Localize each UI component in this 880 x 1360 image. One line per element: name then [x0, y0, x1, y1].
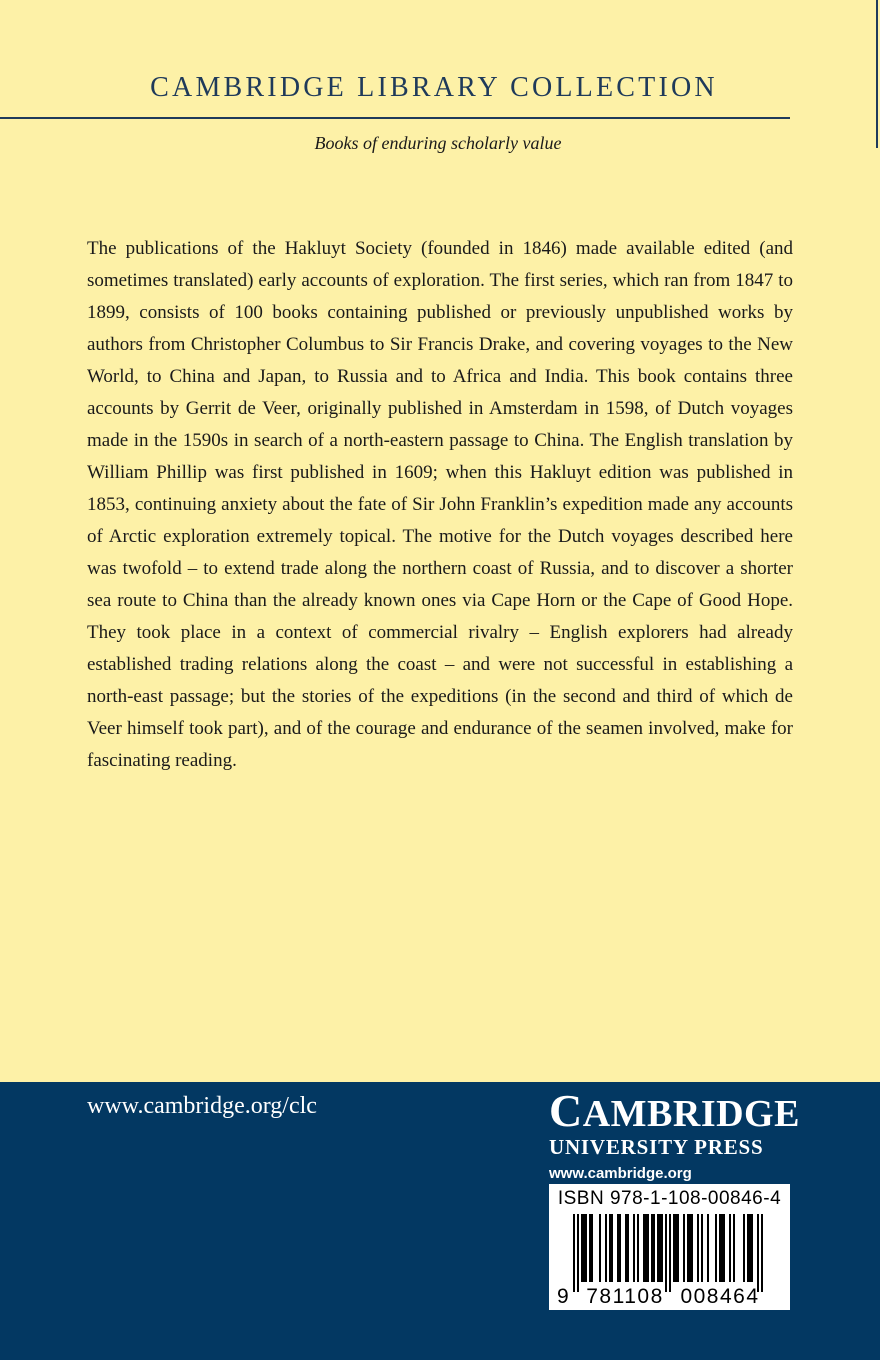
barcode-bar	[733, 1214, 735, 1282]
barcode-bar	[761, 1214, 763, 1292]
barcode	[555, 1214, 785, 1306]
barcode-bar	[645, 1214, 647, 1282]
barcode-bar	[653, 1214, 655, 1282]
barcode-bar	[675, 1214, 677, 1282]
barcode-bar	[581, 1214, 583, 1282]
barcode-bar	[747, 1214, 749, 1282]
barcode-bar	[687, 1214, 689, 1282]
barcode-bar	[627, 1214, 629, 1282]
barcode-bar	[689, 1214, 691, 1282]
barcode-bar	[625, 1214, 627, 1282]
barcode-bar	[659, 1214, 661, 1282]
barcode-bar	[691, 1214, 693, 1282]
barcode-bar	[719, 1214, 721, 1282]
barcode-bar	[723, 1214, 725, 1282]
barcode-bar	[585, 1214, 587, 1282]
barcode-bar	[617, 1214, 619, 1282]
barcode-bar	[647, 1214, 649, 1282]
publisher-name	[549, 1085, 800, 1136]
barcode-bar	[661, 1214, 663, 1282]
barcode-bar	[577, 1214, 579, 1292]
barcode-bar	[633, 1214, 635, 1282]
publisher-url-link[interactable]: www.cambridge.org	[549, 1165, 692, 1182]
book-description: The publications of the Hakluyt Society (founded in 1846) made available edited (and sometimes translated) early accounts of exploration. The first series, which ran from 1847 to 1899, consists of 100 books containing published or previously unpublished works by authors from Christopher Columbus to Sir Francis Drake, and covering voyages to the New World, to China and Japan, to Russia and to Africa and India. This book contains three accounts by Gerrit de Veer, originally published in Amsterdam in 1598, of Dutch voyages made in the 1590s in search of a north-eastern passage to China. The English translation by William Phillip was first published in 1609; when this Hakluyt edition was published in 1853, continuing anxiety about the fate of Sir John Franklin’s expedition made any accounts of Arctic exploration extremely topical. The motive for the Dutch voyages described here was twofold – to extend trade along the northern coast of Russia, and to discover a shorter sea route to China than the already known ones via Cape Horn or the Cape of Good Hope. They took place in a context of commercial rivalry – English explorers had already established trading relations along the coast – and were not successful in establishing a north-east passage; but the stories of the expeditions (in the second and third of which de Veer himself took part), and of the courage and endurance of the seamen involved, make for fascinating reading.	[87, 238, 793, 771]
barcode-bar	[757, 1214, 759, 1292]
barcode-bar	[683, 1214, 685, 1282]
barcode-right-digits: 008464	[680, 1285, 760, 1306]
barcode-bar	[743, 1214, 745, 1282]
barcode-bar	[637, 1214, 639, 1282]
isbn-number: ISBN 978-1-108-00846-4	[557, 1188, 782, 1209]
barcode-bar	[665, 1214, 667, 1292]
title-rule	[0, 117, 790, 119]
barcode-bar	[701, 1214, 703, 1282]
barcode-left-digits: 781108	[586, 1285, 664, 1306]
barcode-first-digit: 9	[557, 1285, 569, 1306]
barcode-bar	[605, 1214, 607, 1282]
barcode-bar	[651, 1214, 653, 1282]
barcode-bar	[715, 1214, 717, 1282]
barcode-bar	[589, 1214, 591, 1282]
barcode-bar	[697, 1214, 699, 1282]
isbn-barcode-block	[549, 1184, 790, 1310]
barcode-bar	[707, 1214, 709, 1282]
series-title	[0, 72, 880, 104]
series-tagline: Books of enduring scholarly value	[314, 133, 562, 153]
barcode-bar	[721, 1214, 723, 1282]
publisher-subtitle: UNIVERSITY PRESS	[549, 1135, 764, 1159]
barcode-bar	[729, 1214, 731, 1282]
barcode-bar	[643, 1214, 645, 1282]
barcode-bar	[599, 1214, 601, 1282]
barcode-bar	[657, 1214, 659, 1282]
series-title-text: CAMBRIDGE LIBRARY COLLECTION	[150, 72, 718, 103]
publisher-name-rest: AMBRIDGE	[582, 1093, 800, 1135]
barcode-bar	[609, 1214, 611, 1282]
publisher-logo	[549, 1085, 800, 1185]
series-url-link[interactable]: www.cambridge.org/clc	[87, 1093, 317, 1119]
barcode-bar	[749, 1214, 751, 1282]
barcode-bar	[751, 1214, 753, 1282]
barcode-bar	[619, 1214, 621, 1282]
barcode-bar	[673, 1214, 675, 1282]
barcode-bar	[669, 1214, 671, 1292]
barcode-bar	[573, 1214, 575, 1292]
barcode-bar	[591, 1214, 593, 1282]
barcode-bar	[611, 1214, 613, 1282]
barcode-bar	[583, 1214, 585, 1282]
barcode-bar	[677, 1214, 679, 1282]
publisher-initial: C	[549, 1085, 583, 1136]
